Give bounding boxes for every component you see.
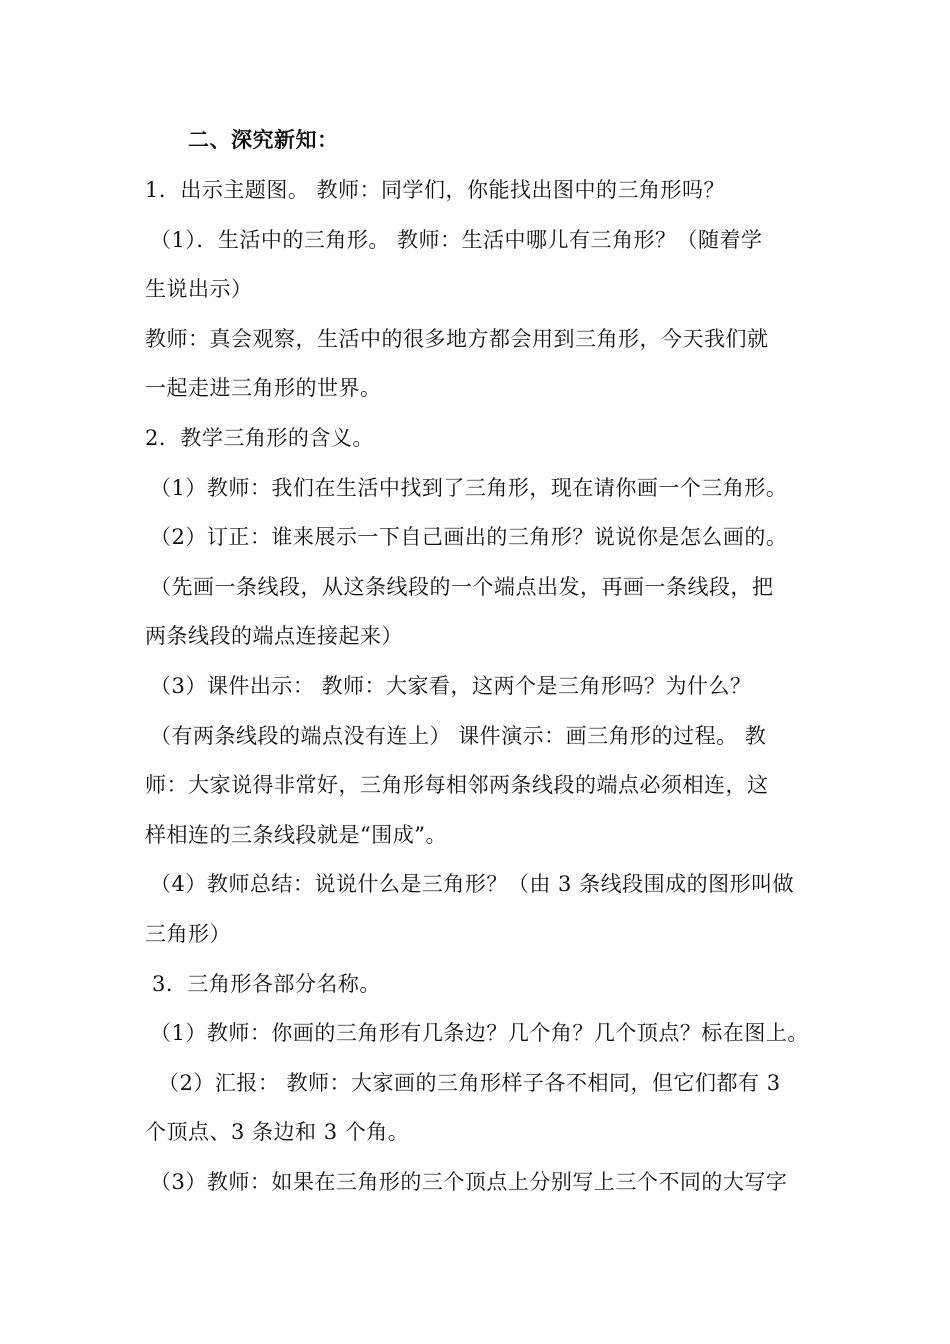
paragraph-line: （1）教师：你画的三角形有几条边？几个角？几个顶点？标在图上。 <box>150 1021 809 1045</box>
section-heading: 二、深究新知： <box>188 127 339 152</box>
paragraph-line: （2）订正：谁来展示一下自己画出的三角形？说说你是怎么画的。 <box>150 525 788 549</box>
paragraph-line: 三角形） <box>145 922 231 946</box>
paragraph-line: 一起走进三角形的世界。 <box>145 376 382 400</box>
paragraph-line: （3）课件出示： 教师：大家看，这两个是三角形吗？为什么？ <box>150 674 752 698</box>
paragraph-line: 1．出示主题图。 教师：同学们，你能找出图中的三角形吗？ <box>145 178 726 202</box>
paragraph-line: 个顶点、3 条边和 3 个角。 <box>145 1120 410 1144</box>
paragraph-line: （先画一条线段，从这条线段的一个端点出发，再画一条线段，把 <box>150 575 774 599</box>
paragraph-line: 教师：真会观察，生活中的很多地方都会用到三角形，今天我们就 <box>145 327 769 351</box>
paragraph-line: （4）教师总结：说说什么是三角形？（由 3 条线段围成的图形叫做 <box>150 872 795 896</box>
paragraph-line: 3．三角形各部分名称。 <box>152 972 381 996</box>
paragraph-line: （有两条线段的端点没有连上） 课件演示：画三角形的过程。 教 <box>150 724 767 748</box>
paragraph-line: 师：大家说得非常好，三角形每相邻两条线段的端点必须相连，这 <box>145 773 769 797</box>
paragraph-line: 生说出示） <box>145 277 253 301</box>
paragraph-line: 样相连的三条线段就是“围成”。 <box>145 823 447 847</box>
paragraph-line: （1）教师：我们在生活中找到了三角形，现在请你画一个三角形。 <box>150 476 788 500</box>
paragraph-line: （1）．生活中的三角形。 教师：生活中哪儿有三角形？（随着学 <box>150 228 763 252</box>
paragraph-line: （2）汇报： 教师：大家画的三角形样子各不相同，但它们都有 3 <box>158 1071 781 1095</box>
paragraph-line: 2．教学三角形的含义。 <box>145 426 374 450</box>
paragraph-line: （3）教师：如果在三角形的三个顶点上分别写上三个不同的大写字 <box>150 1170 788 1194</box>
paragraph-line: 两条线段的端点连接起来） <box>145 624 403 648</box>
